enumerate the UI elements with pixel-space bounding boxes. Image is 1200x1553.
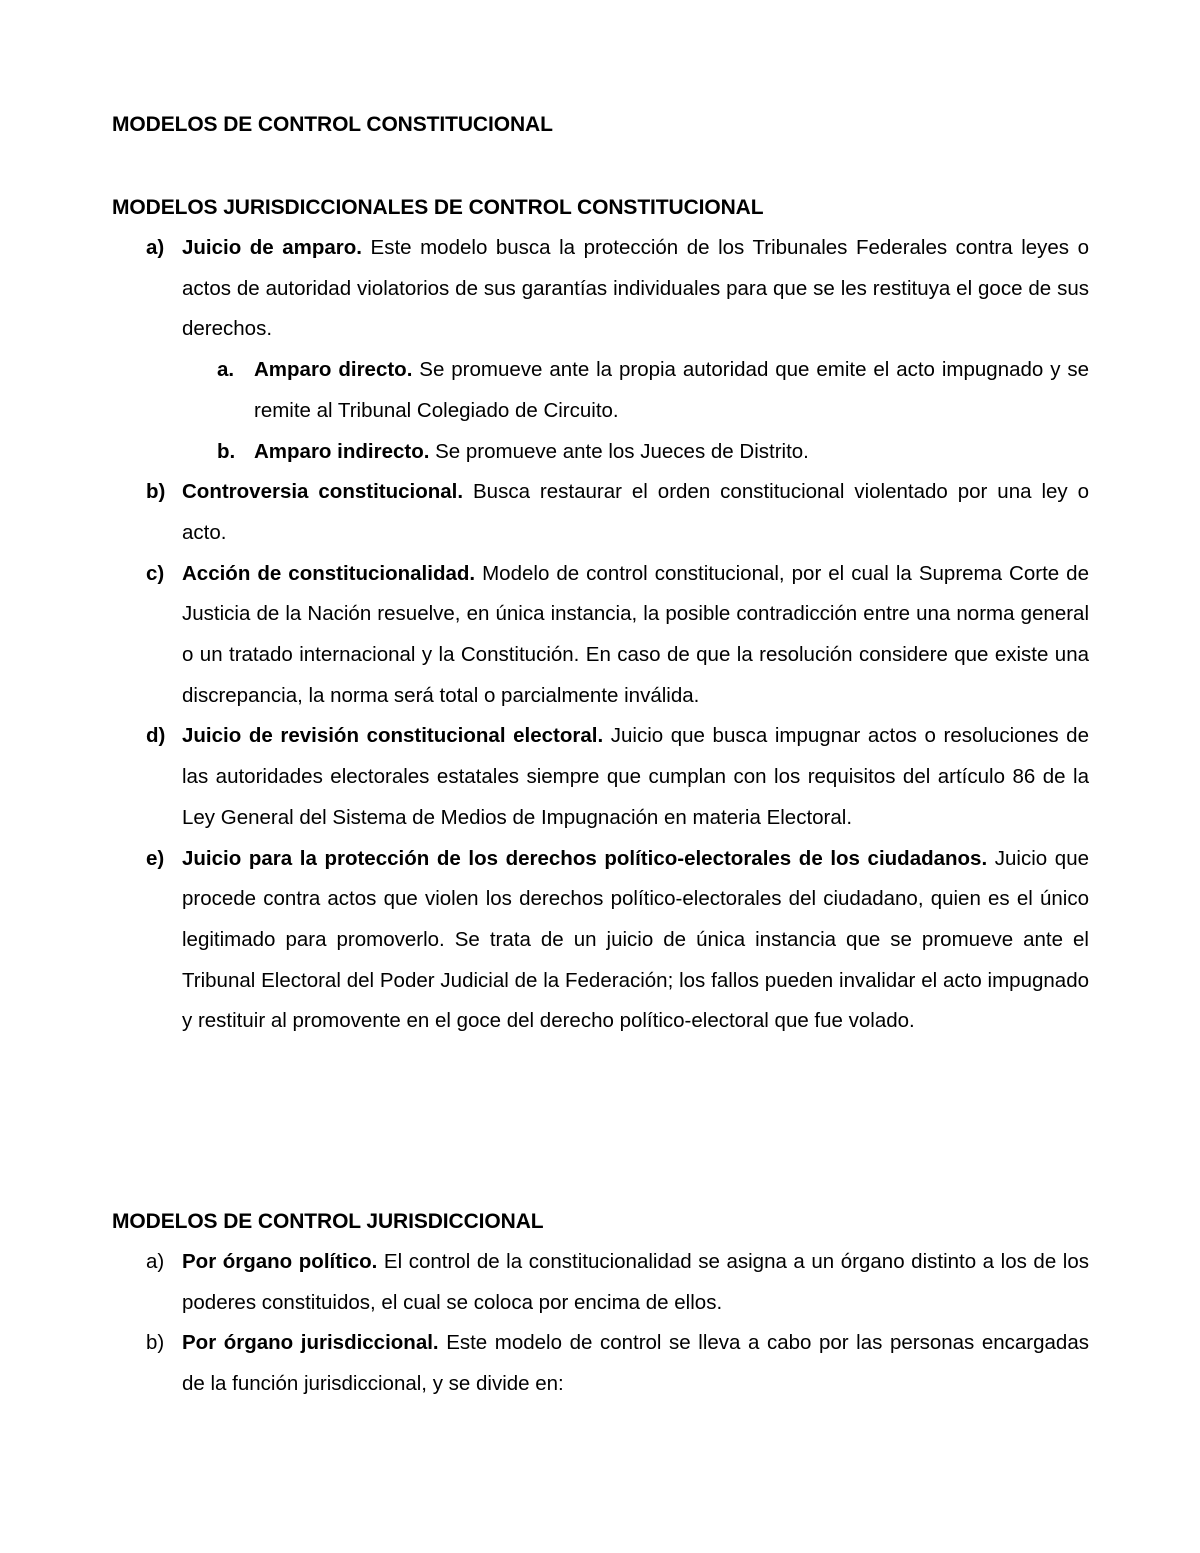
list-item <box>0 472 1200 553</box>
list-item <box>0 228 1200 472</box>
item-text: Juicio que busca impugnar actos o resoluciones de las autoridades electorales estatales siempre que cumplan con los requisitos del artículo 86 de la Ley General del Sistema de Medios de Impugnación en materia Electoral. <box>182 724 1089 829</box>
item-text: Este modelo de control se lleva a cabo por las personas encargadas de la función jurisdiccional, y se divide en: <box>182 1331 1089 1396</box>
item-term: Por órgano político. <box>182 1250 378 1273</box>
sub-list-item <box>0 432 1200 473</box>
item-text: Este modelo busca la protección de los Tribunales Federales contra leyes o actos de autoridad violatorios de sus garantías individuales para que se les restituya el goce de sus derechos. <box>182 236 1089 341</box>
item-term: Amparo indirecto. <box>254 439 430 463</box>
list-item <box>0 1323 1200 1404</box>
list-marker: a) <box>146 236 165 259</box>
list-marker: d) <box>146 724 166 748</box>
sub-list <box>0 350 1200 472</box>
list-item <box>0 716 1200 838</box>
section1-list <box>0 228 1200 1042</box>
item-text: Juicio que procede contra actos que violen los derechos político-electorales del ciudadano, quien es el único legitimado para promoverlo. Se trata de un juicio de única instancia que se promueve ante el Tribunal Electoral del Poder Judicial de la Federación; los fallos pueden invalidar el acto impugnado y restituir al promovente en el goce del derecho político-electoral que fue volado. <box>182 846 1089 1033</box>
item-text: Busca restaurar el orden constitucional violentado por una ley o acto. <box>182 480 1089 544</box>
section-heading-control-jurisdiccional: MODELOS DE CONTROL JURISDICCIONAL <box>112 1210 544 1233</box>
list-marker: a) <box>146 1250 165 1273</box>
item-text: Modelo de control constitucional, por el cual la Suprema Corte de Justicia de la Nación resuelve, en única instancia, la posible contradicción entre una norma general o un tratado internacional y la Constitución. En caso de que la resolución considere que existe una discrepancia, la norma será total o parcialmente inválida. <box>182 561 1089 707</box>
document-title: MODELOS DE CONTROL CONSTITUCIONAL <box>112 113 553 136</box>
item-text: Se promueve ante los Jueces de Distrito. <box>429 439 809 463</box>
section-heading-jurisdiccionales: MODELOS JURISDICCIONALES DE CONTROL CONSTITUCIONAL <box>112 196 764 219</box>
list-item <box>0 1242 1200 1323</box>
sub-list-marker: a. <box>217 358 235 382</box>
item-term: Acción de constitucionalidad. <box>182 561 476 585</box>
list-marker: c) <box>146 561 165 585</box>
item-text: El control de la constitucionalidad se asigna a un órgano distinto a los de los poderes constituidos, el cual se coloca por encima de ellos. <box>182 1250 1089 1314</box>
item-term: Amparo directo. <box>254 358 413 382</box>
item-text: Se promueve ante la propia autoridad que emite el acto impugnado y se remite al Tribunal Colegiado de Circuito. <box>254 358 1089 422</box>
list-marker: e) <box>146 846 165 870</box>
list-marker: b) <box>146 480 166 504</box>
sub-list-item <box>0 350 1200 431</box>
list-item <box>0 554 1200 717</box>
section2-list <box>0 1242 1200 1405</box>
item-term: Juicio de revisión constitucional electoral. <box>182 724 604 748</box>
sub-list-marker: b. <box>217 439 236 463</box>
item-term: Por órgano jurisdiccional. <box>182 1331 439 1355</box>
item-term: Juicio de amparo. <box>182 236 362 259</box>
list-item <box>0 839 1200 1043</box>
list-marker: b) <box>146 1331 165 1355</box>
item-term: Juicio para la protección de los derechos político-electorales de los ciudadanos. <box>182 846 988 870</box>
item-term: Controversia constitucional. <box>182 480 464 504</box>
